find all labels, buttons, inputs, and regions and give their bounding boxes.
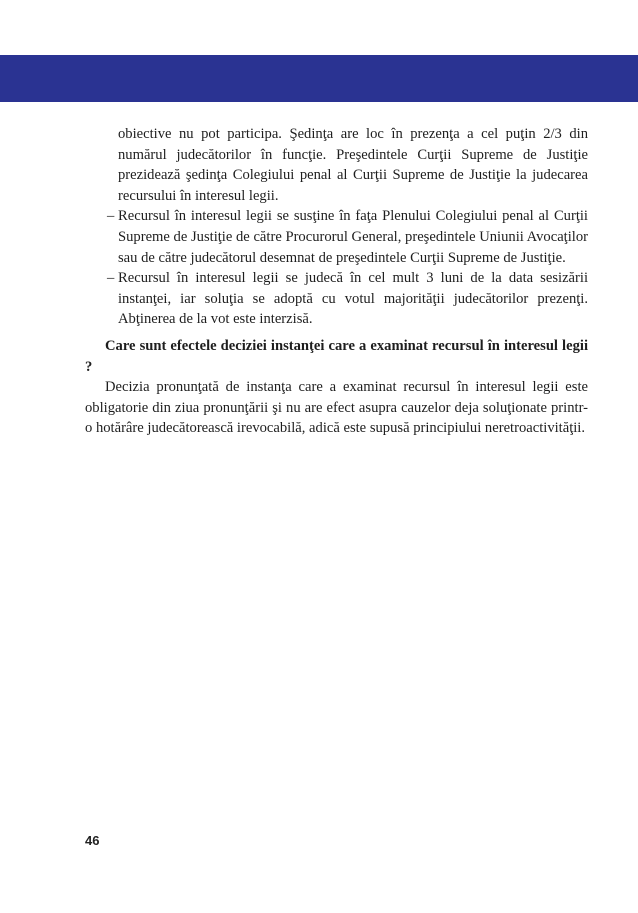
bullet-text: Recursul în interesul legii se judecă în cel mult 3 luni de la data sesizării instanţei, iar soluţia se adoptă cu votul majorităţii judecătorilor prezenţi. Abţinerea de la vot este interzisă.	[118, 270, 588, 328]
bullet-text: Recursul în interesul legii se susţine în faţa Plenului Colegiului penal al Curţii Supreme de Justiţie de către Procurorul General, preşedintele Uniunii Avocaţilor sau de către judecătorul desemnat de preşedintele Curţii Supreme de Justiţie.	[118, 208, 588, 266]
continued-paragraph: obiective nu pot participa. Şedinţa are loc în prezenţa a cel puţin 2/3 din numărul judecătorilor în funcţie. Preşedintele Curţii Supreme de Justiţie prezidează şedinţa Colegiului penal al Curţii Supreme de Justiţie la judecarea recursului în interesul legii.	[118, 126, 588, 204]
page-body	[85, 124, 588, 439]
dash-marker: –	[107, 270, 115, 287]
dash-marker: –	[107, 208, 115, 225]
bullet-item	[107, 268, 588, 330]
header-band	[0, 55, 638, 102]
question-heading: Care sunt efectele deciziei instanţei care a examinat recursul în interesul legii ?	[85, 337, 588, 375]
page-number: 46	[85, 833, 100, 848]
answer-paragraph: Decizia pronunţată de instanţa care a examinat recursul în interesul legii este obligatorie din ziua pronunţării şi nu are efect asupra cauzelor deja soluţionate printr-o hotărâre judecătorească irevocabilă, adică este supusă principiului neretroactivităţii.	[85, 379, 588, 437]
bullet-item	[107, 206, 588, 268]
